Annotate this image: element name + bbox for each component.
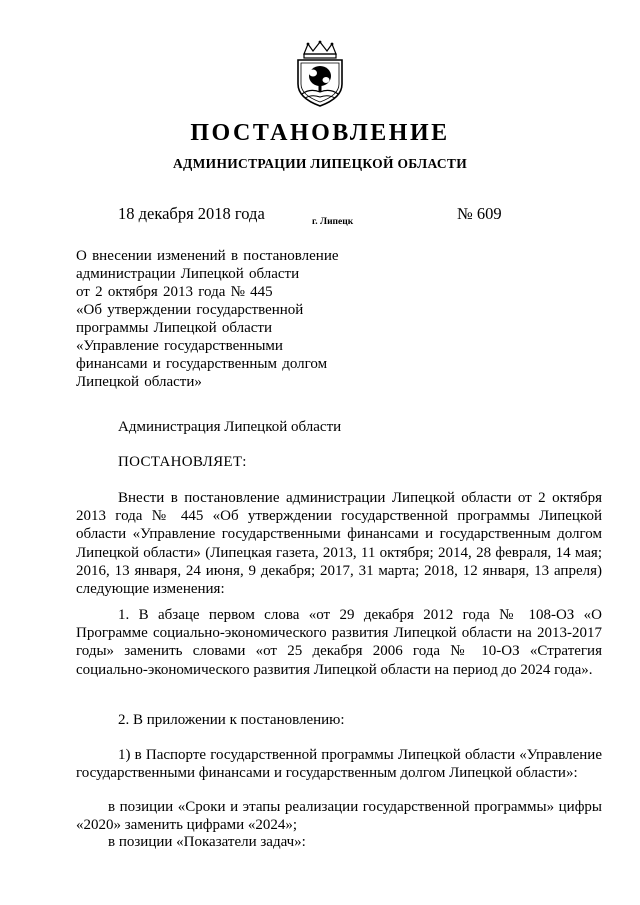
- document-title: ПОСТАНОВЛЕНИЕ: [190, 120, 450, 146]
- issuing-authority: АДМИНИСТРАЦИИ ЛИПЕЦКОЙ ОБЛАСТИ: [172, 156, 468, 171]
- lipetsk-coat-of-arms-icon: [292, 40, 348, 108]
- subject-line: от 2 октября 2013 года № 445: [76, 284, 273, 300]
- subject-line: «Об утверждении государственной: [76, 302, 304, 318]
- body-paragraph: 1) в Паспорте государственной программы Липецкой области «Управление государственными финансами и государственным долгом Липецкой области»:: [76, 747, 602, 782]
- document-subject: [76, 247, 366, 391]
- issuing-organization: Администрация Липецкой области: [118, 419, 342, 435]
- body-paragraph: 2. В приложении к постановлению:: [118, 712, 345, 728]
- subject-line: администрации Липецкой области: [76, 266, 300, 282]
- body-paragraph: в позиции «Показатели задач»:: [108, 834, 306, 850]
- decree-word: ПОСТАНОВЛЯЕТ:: [118, 454, 247, 470]
- document-number: № 609: [457, 204, 502, 223]
- document-city: г. Липецк: [312, 217, 354, 227]
- subject-line: программы Липецкой области: [76, 320, 273, 336]
- subject-line: «Управление государственными: [76, 338, 283, 354]
- body-paragraph: в позиции «Сроки и этапы реализации государственной программы» цифры «2020» заменить цифрами «2024»;: [76, 799, 602, 834]
- body-paragraph: 1. В абзаце первом слова «от 29 декабря 2012 года № 108-ОЗ «О Программе социально-экономического развития Липецкой области на 2013-2017 годы» заменить словами «от 25 декабря 2006 года № 10-ОЗ «Стратегия социально-экономического развития Липецкой области на период до 2024 года».: [76, 607, 602, 678]
- subject-line: финансами и государственным долгом: [76, 356, 328, 372]
- body-paragraph: Внести в постановление администрации Липецкой области от 2 октября 2013 года № 445 «Об утверждении государственной программы Липецкой области «Управление государственными финансами и государственным долгом Липецкой области» (Липецкая газета, 2013, 11 октября; 2014, 28 февраля, 14 мая; 2016, 13 января, 24 июня, 9 декабря; 2017, 31 марта; 2018, 12 января, 13 апреля) следующие изменения:: [76, 490, 602, 598]
- subject-line: О внесении изменений в постановление: [76, 248, 339, 264]
- subject-line: Липецкой области»: [76, 374, 202, 390]
- document-date: 18 декабря 2018 года: [118, 204, 265, 223]
